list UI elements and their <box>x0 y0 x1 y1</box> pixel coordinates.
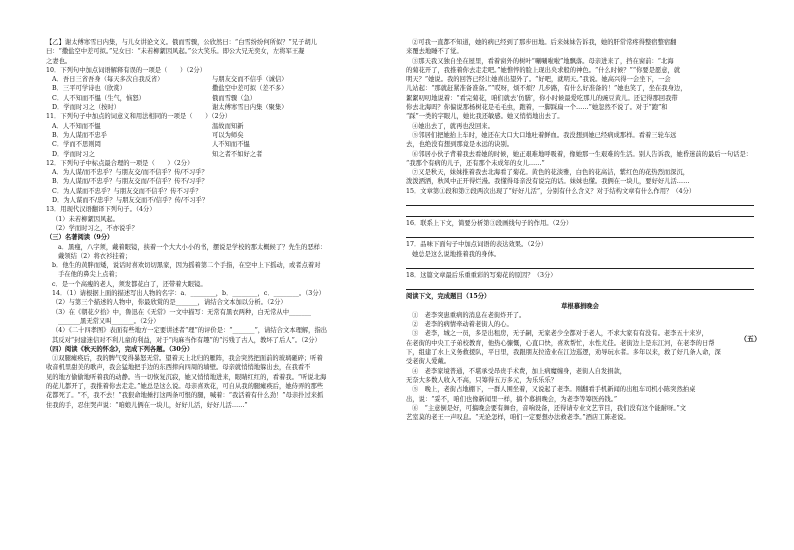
option-left: B．三平可学诗也（欣赏） <box>52 85 126 93</box>
text-line: ⑦又是秋天，妹妹推着我去北海看了菊花。黄色的花淡雅，白色的花高洁，紫红色的花热烈而深沉， <box>412 169 690 177</box>
text-line: 其反对“封建迷信对不利儿童的利益，对于“肉麻当作有趣”的“污残了古人，教坏了后人”。（2分） <box>52 336 321 344</box>
text-line: 絮絮叨叨地说着：“看完菊花，咱们就去‘仿膳’，你小时候最爱吃那儿的豌豆黄儿。还记得那回我带 <box>406 94 678 102</box>
text-line: ②可我一直都不知道，她的病已经到了那步田地。后来妹妹告诉我，她的肝常常疼得整宿整宿翻 <box>412 39 677 46</box>
text-line: （2）学而时习之，不亦说乎？ <box>52 224 138 232</box>
option-right: 俄而雪骤（急） <box>212 94 257 102</box>
text-line: ⑤邻居们把她抬上车时，她还在大口大口地吐着鲜血。我没想到她已经病成那样。看着三轮车远 <box>412 131 677 139</box>
section-five-marker: （五） <box>740 334 761 343</box>
text-line: a．黑瘦，八字须，戴着眼镜，挟着一个大大小小的书，摆说是学校的那太概候了？先生的恶样： <box>58 243 327 251</box>
answer-line[interactable] <box>406 260 754 269</box>
text-line: 出，说：“妥不，咱们也像新闻里一样，搞个募捐晚会，为老李等筹医药钱。” <box>406 395 618 403</box>
text-line: （3）在《朝花夕拾》中，鲁迅在《无常》一文中描写：无常有黑衣两种，白无常从中_______ <box>52 308 312 316</box>
option-left: D．学而时习之 <box>52 150 95 158</box>
option-row <box>46 122 391 131</box>
text-line: D．为人谋而不/忠乎？与朋友交而不/信乎？传/不习乎？ <box>52 197 209 205</box>
text-line: 15．文章第①段和第⑦段两次出现了“好好儿活”，分别有什么含义？对于结构文章有什么作用？（4分） <box>406 187 696 195</box>
option-row <box>46 75 391 84</box>
answer-line[interactable] <box>406 197 754 206</box>
text-line: （2）与第三个描述的人物中，你最欣赏的是_______，请结合文本加以分析。（2分） <box>52 299 287 307</box>
option-left: C．学而不思则罔 <box>52 141 101 149</box>
option-left: B．为人谋而不忠乎 <box>52 131 108 139</box>
option-right: 谢太傅寒雪日内集（聚集） <box>212 104 288 112</box>
text-line: b．他生的黄胖而矮，说话时喜欢切切黑家，因为摇着第二个手指，在空中上下摇动，或者点着对 <box>52 262 321 270</box>
text-line: 泼泼洒洒，秋风中正开得烂漫。我懂得母亲没有说完的话。妹妹也懂。我俩在一块儿，要好好儿活…… <box>406 178 690 186</box>
text-line: （1）未若柳絮因风起。 <box>52 215 119 223</box>
text-line: 儿站起：“那就赶紧准备准备。”“哎呀，烦不烦？几步路，有什么好准备的！”她也笑了，坐在我身边， <box>406 85 687 93</box>
option-right: 撒盐空中差可拟（差不多） <box>212 85 288 93</box>
answer-line[interactable] <box>406 229 754 238</box>
right-column <box>406 38 754 422</box>
text-line: 艺室莫的老王一声叹息。“无论怎样，咱们一定要想办法救老李。”酒店工陈老说。 <box>406 414 630 422</box>
option-right: 人不知而不愠 <box>212 141 250 149</box>
text-line: 她总是这么说地推着我的身体。 <box>412 250 501 258</box>
option-row <box>46 94 391 103</box>
text-line: 14．（1）请根据上面的描述写出人物的名字：a．________，b．________，c．________。（3分） <box>52 290 325 298</box>
text-line: 11．下列句子中加点的词意义和用法相同的一项是（ ）（2分） <box>46 113 232 121</box>
option-row <box>46 131 391 140</box>
option-row <box>46 84 391 93</box>
text-line: 12．下列句子中标点最合理的一项是（ ）（2分） <box>46 159 194 167</box>
text-line: 来覆去地睡不了觉。 <box>406 48 463 56</box>
text-line: “踩”一类的字眼儿，她比我还敏感。她又悄悄地出去了。 <box>406 113 564 121</box>
text-line: ③那天我又独自坐在屋里，看着窗外的树叶“唰唰啦啦”地飘落。母亲进来了，挡在窗前：“北海 <box>412 57 674 65</box>
text-line: 13．用现代汉语翻译下列句子。（4分） <box>46 206 156 214</box>
text-line: ①双腿瘫痪后，我的脾气变得暴怒无常。望着天上北归的雁阵，我会突然把面前的玻璃砸碎；听着 <box>52 355 323 363</box>
answer-line[interactable] <box>406 281 754 290</box>
text-line: ⑥邻居小伙子背着我去看她的时候，她正艰难地呼吸着，像她那一生艰难的生活。别人告诉我，她昏迷前的最后一句话是： <box>412 150 753 158</box>
text-line: ④ 老李家境普通，不堪承受昂贵手术费，加上病魔缠身，老街人自发捐款， <box>412 367 627 375</box>
text-line: ⑤ 晚上，老街占地棚下，一群人围坐着，又说起了老李。刚翻看手机新闻的出租车司机小陈突然拍桌 <box>412 386 696 394</box>
text-line: A．为人谋/而不忠乎？与朋友交/而不信乎？传/不习乎？ <box>52 169 208 177</box>
section-heading: （四）阅读《秋天的怀念》，完成下列各题。（30分） <box>46 345 194 353</box>
text-line: 【乙】谢太傅寒雪日内集，与儿女讲论文义。俄而雪骤，公欣然曰：“白雪纷纷何所似？”兄子胡儿 <box>46 39 317 46</box>
text-line: 无奈大多数人收入不高，只筹得五万多元，为乐乐乐？ <box>406 376 558 384</box>
option-row <box>46 103 391 112</box>
text-line: 去，也绝没有想到那竟是永远的诀别。 <box>406 141 514 149</box>
text-line: C．为人谋而不忠乎？与朋友交而不信乎？传不习乎？ <box>52 187 202 195</box>
text-line: ⑥ “主意倒是好，可搞晚会要有舞台，音响设备，还得请专业文艺节目，我们没有这个能耐呀。”文 <box>412 404 687 412</box>
answer-line[interactable] <box>406 208 754 217</box>
text-line: 花都死了。“不，我不去！”我狠命地捶打这两条可恨的腿，喊着：“我活着有什么劲！”母亲扑过来抓 <box>46 392 324 400</box>
text-line: 戴领结（2）将衣衫挂着； <box>58 252 132 260</box>
text-line: 在老街的中央工子弟校教育，他热心慷慨，心直口快，喜欢帮忙，水性尤佳。老街边上是东江河，在老李的日帮 <box>406 339 715 347</box>
text-line: ④她出去了，就再也没回来。 <box>412 122 494 130</box>
text-line: 收音机里甜美的歌声，我会猛地把手边的东西摔向四周的墙壁。母亲就悄悄地躲出去，在我看不 <box>46 364 311 372</box>
option-right: 知之者不如好之者 <box>212 150 263 158</box>
text-line: ② 老李的病情牵动着老街人的心。 <box>412 321 513 329</box>
text-line: 17．品味下面句子中加点词语的表达效果。（2分） <box>406 241 548 249</box>
text-line: 住我的手，忍住哭声说：“咱娘儿俩在一块儿，好好儿活，好好儿活……” <box>46 401 248 409</box>
text-line: 手在他的鼻尖上点着； <box>58 271 121 279</box>
text-line: 下，组建了水上义务救援队，平日里，我跟朋友拉造业在江边巡逻，劝导玩水者。多年以来，救了好几条人命，深 <box>406 349 721 357</box>
text-line: 你去北海吗？你偏说那杨树花是毛毛虫，跑着，一脚踩扁一个……”她忽然不说了。对于“跑”和 <box>406 104 668 112</box>
text-line: ③ 老李，城之一员，多是出租房，无子嗣，无家老少全都对于老人，不求大家有有没有。老李五十来岁， <box>412 330 708 338</box>
option-left: C．人不知而不愠（生气，恼怒） <box>52 94 145 102</box>
option-row <box>46 140 391 149</box>
text-line: 的菊花开了，我推着你去走走吧。”她憔悴的脸上现出央求般的神色。“什么时候？”“你要是愿意，就 <box>406 66 681 74</box>
text-line: 曰：“撒盐空中差可拟。”兄女曰：“未若柳絮因风起。”公大笑乐。即公大兄无奕女，左将军王凝 <box>46 48 305 56</box>
option-left: A．人不知而不愠 <box>52 122 101 130</box>
option-left: A．吾日三省吾身（每天多次自我反省） <box>52 76 164 84</box>
text-line: “我那个有病的儿子，还有那个未成年的女儿……” <box>406 159 545 167</box>
text-line: 见的地方偷偷地听着我的动静。当一切恢复沉寂，她又悄悄地进来，眼睛红红的，看着我。“听说北海 <box>46 373 327 381</box>
text-line: B．为人谋而/不忠乎？与朋友交而/不信乎？传不/习乎？ <box>52 178 208 186</box>
text-line: （4）《二十四孝图》表面有些地方一定要讲述者“理”的评价是：“_______”，请结合文本理解，指出 <box>52 327 328 335</box>
option-left: D．学而时习之（按时） <box>52 104 121 112</box>
text-line: c．是一个高瘦的老人，须发都花白了，还带着大眼镜。 <box>52 280 207 288</box>
article-title: 草根慕捐晚会 <box>561 302 599 310</box>
text-line: 的花儿都开了，我推着你去走走。”她总是这么说。母亲喜欢花，可自从我的腿瘫痪后，她侍弄的那些 <box>46 382 324 390</box>
text-line: 受老街人爱戴。 <box>406 358 451 366</box>
option-row <box>46 150 391 159</box>
text-line: 10．下列句中加点词语解释有误的一项是（ ）（2分） <box>46 66 206 74</box>
option-right: 与朋友交而不信乎（诚信） <box>212 76 288 84</box>
text-line: 明天？”她说。我的回答已经让她喜出望外了。“好吧，就明天。”我说。她高兴得一会坐下，一会 <box>406 76 671 84</box>
text-line: ① 老李突患重病的消息在老街炸开了。 <box>412 311 526 319</box>
option-right: 可以为师矣 <box>212 131 244 139</box>
text-line: _______黑无常又叫_______。（2分） <box>58 317 160 325</box>
section-heading: （三）名著阅读（9分） <box>46 234 114 242</box>
option-right: 温故而知新 <box>212 122 244 130</box>
text-line: 16．联系上下文，简要分析第③段画线句子的作用。（2分） <box>406 220 573 228</box>
section-heading: 阅读下文，完成题目（15分） <box>406 293 491 301</box>
left-column <box>46 38 391 410</box>
text-line: 18．这篇文章最后乐重重彩的写菊花的原因？（3分） <box>406 271 557 279</box>
text-line: 之妻也。 <box>46 57 72 65</box>
